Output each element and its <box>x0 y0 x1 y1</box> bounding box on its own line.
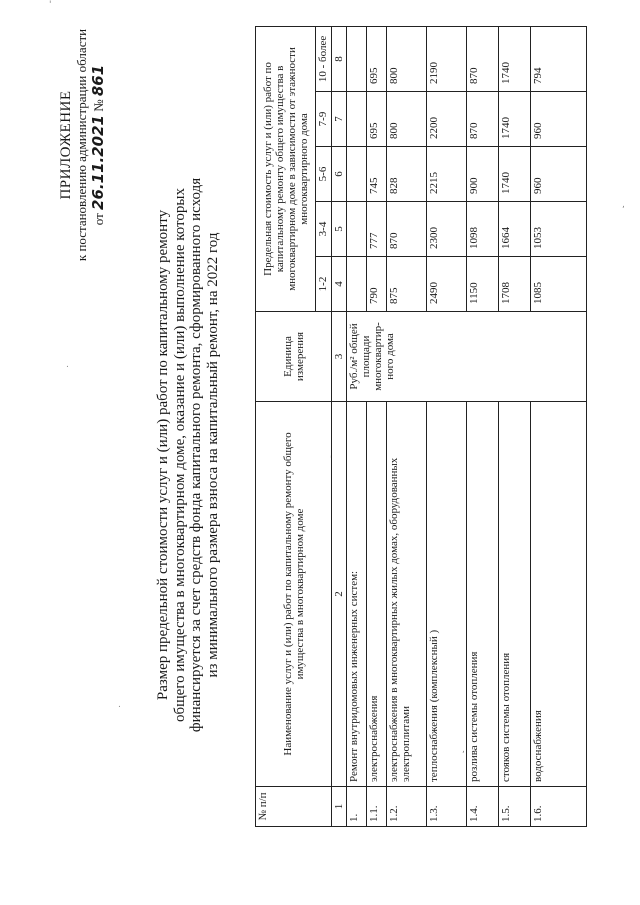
document-title <box>155 175 221 735</box>
header-num: № п/п <box>256 787 332 827</box>
row-name: водоснабжения <box>531 402 587 787</box>
header-price-group: Предельная стоимость услуг и (или) работ по капитальному ремонту общего имущества в многоквартирном доме в зависимости от этажности многоквартирного дома <box>256 26 316 311</box>
title-line: финансируется за счет средств фонда капитального ремонта, сформированного исходя <box>188 177 204 733</box>
price-table <box>255 26 587 827</box>
row-value: 900 <box>467 147 499 202</box>
table-row <box>467 26 499 826</box>
row-value: 1053 <box>531 202 587 257</box>
row-num: 1.1. <box>367 787 387 827</box>
row-value: 794 <box>531 26 587 91</box>
row-name: стояков системы отопления <box>499 402 531 787</box>
row-value: 1085 <box>531 257 587 312</box>
col-number: 5 <box>332 202 347 257</box>
row-num: 1.3. <box>427 787 467 827</box>
section-row <box>347 26 367 826</box>
appendix-date-line <box>90 25 107 265</box>
row-value: 870 <box>467 26 499 91</box>
floor-header: 1-2 <box>316 257 332 312</box>
table-row <box>427 26 467 826</box>
scan-mark: ' <box>330 455 333 465</box>
row-value: 695 <box>367 92 387 147</box>
appendix-line: к постановлению администрации области <box>74 28 89 262</box>
floor-header: 7-9 <box>316 92 332 147</box>
title-line: Размер предельной стоимости услуг и (или) работ по капитальному ремонту <box>155 209 171 701</box>
row-value: 2200 <box>427 92 467 147</box>
row-value: 1098 <box>467 202 499 257</box>
section-name: Ремонт внутридомовых инженерных систем: <box>347 402 367 787</box>
appendix-heading: ПРИЛОЖЕНИЕ <box>58 90 74 200</box>
row-value: 777 <box>367 202 387 257</box>
col-number: 2 <box>332 402 347 787</box>
title-line: из минимального размера взноса на капитальный ремонт, на 2022 год <box>204 232 221 678</box>
floor-header: 10 - более <box>316 26 332 91</box>
row-value: 790 <box>367 257 387 312</box>
row-value: 745 <box>367 147 387 202</box>
scan-mark: , <box>622 200 625 210</box>
title-line: общего имущества в многоквартирном доме, оказание и (или) выполнение которых <box>171 188 188 723</box>
col-number: 3 <box>332 312 347 402</box>
row-num: 1.6. <box>531 787 587 827</box>
table-row <box>531 26 587 826</box>
row-value: 2490 <box>427 257 467 312</box>
unit-cell: Руб./м² общей площади многоквартир-ного дома <box>347 312 587 402</box>
floor-header: 3-4 <box>316 202 332 257</box>
row-value: 2190 <box>427 26 467 91</box>
row-value: 695 <box>367 26 387 91</box>
section-num: 1. <box>347 787 367 827</box>
row-num: 1.2. <box>387 787 427 827</box>
row-value: 870 <box>467 92 499 147</box>
row-value: 2215 <box>427 147 467 202</box>
scan-mark: ' <box>49 0 52 10</box>
row-value: 1150 <box>467 257 499 312</box>
handwritten-number: 861 <box>89 64 107 97</box>
scan-mark: . <box>118 700 121 710</box>
col-number: 6 <box>332 147 347 202</box>
row-name: электроснабжения в многоквартирных жилых домах, оборудованных электроплитами <box>387 402 427 787</box>
row-value: 875 <box>387 257 427 312</box>
row-value: 828 <box>387 147 427 202</box>
row-num: 1.4. <box>467 787 499 827</box>
table-row <box>499 26 531 826</box>
row-value: 960 <box>531 92 587 147</box>
header-name: Наименование услуг и (или) работ по капитальному ремонту общего имущества в многоквартирном доме <box>256 402 332 787</box>
table-row <box>387 26 427 826</box>
row-num: 1.5. <box>499 787 531 827</box>
row-value: 1708 <box>499 257 531 312</box>
row-value: 2300 <box>427 202 467 257</box>
col-number: 1 <box>332 787 347 827</box>
row-value: 800 <box>387 92 427 147</box>
floor-header: 5-6 <box>316 147 332 202</box>
row-value: 1740 <box>499 26 531 91</box>
row-value: 960 <box>531 147 587 202</box>
date-prefix: от <box>91 213 106 226</box>
row-value: 1740 <box>499 147 531 202</box>
appendix-header <box>58 25 107 265</box>
row-name: электроснабжения <box>367 402 387 787</box>
column-numbers-row <box>332 26 347 826</box>
scan-mark: , <box>462 745 465 755</box>
row-value: 870 <box>387 202 427 257</box>
col-number: 8 <box>332 26 347 91</box>
header-row <box>256 26 316 826</box>
header-unit: Единица измерения <box>256 312 332 402</box>
handwritten-date: 26.11.2021 <box>89 115 107 210</box>
row-value: 800 <box>387 26 427 91</box>
row-value: 1664 <box>499 202 531 257</box>
row-name: теплоснабжения (комплексный ) <box>427 402 467 787</box>
table-row <box>367 26 387 826</box>
number-prefix: № <box>91 99 106 112</box>
row-name: розлива системы отопления <box>467 402 499 787</box>
row-value: 1740 <box>499 92 531 147</box>
col-number: 7 <box>332 92 347 147</box>
scan-mark: . <box>66 360 69 370</box>
col-number: 4 <box>332 257 347 312</box>
